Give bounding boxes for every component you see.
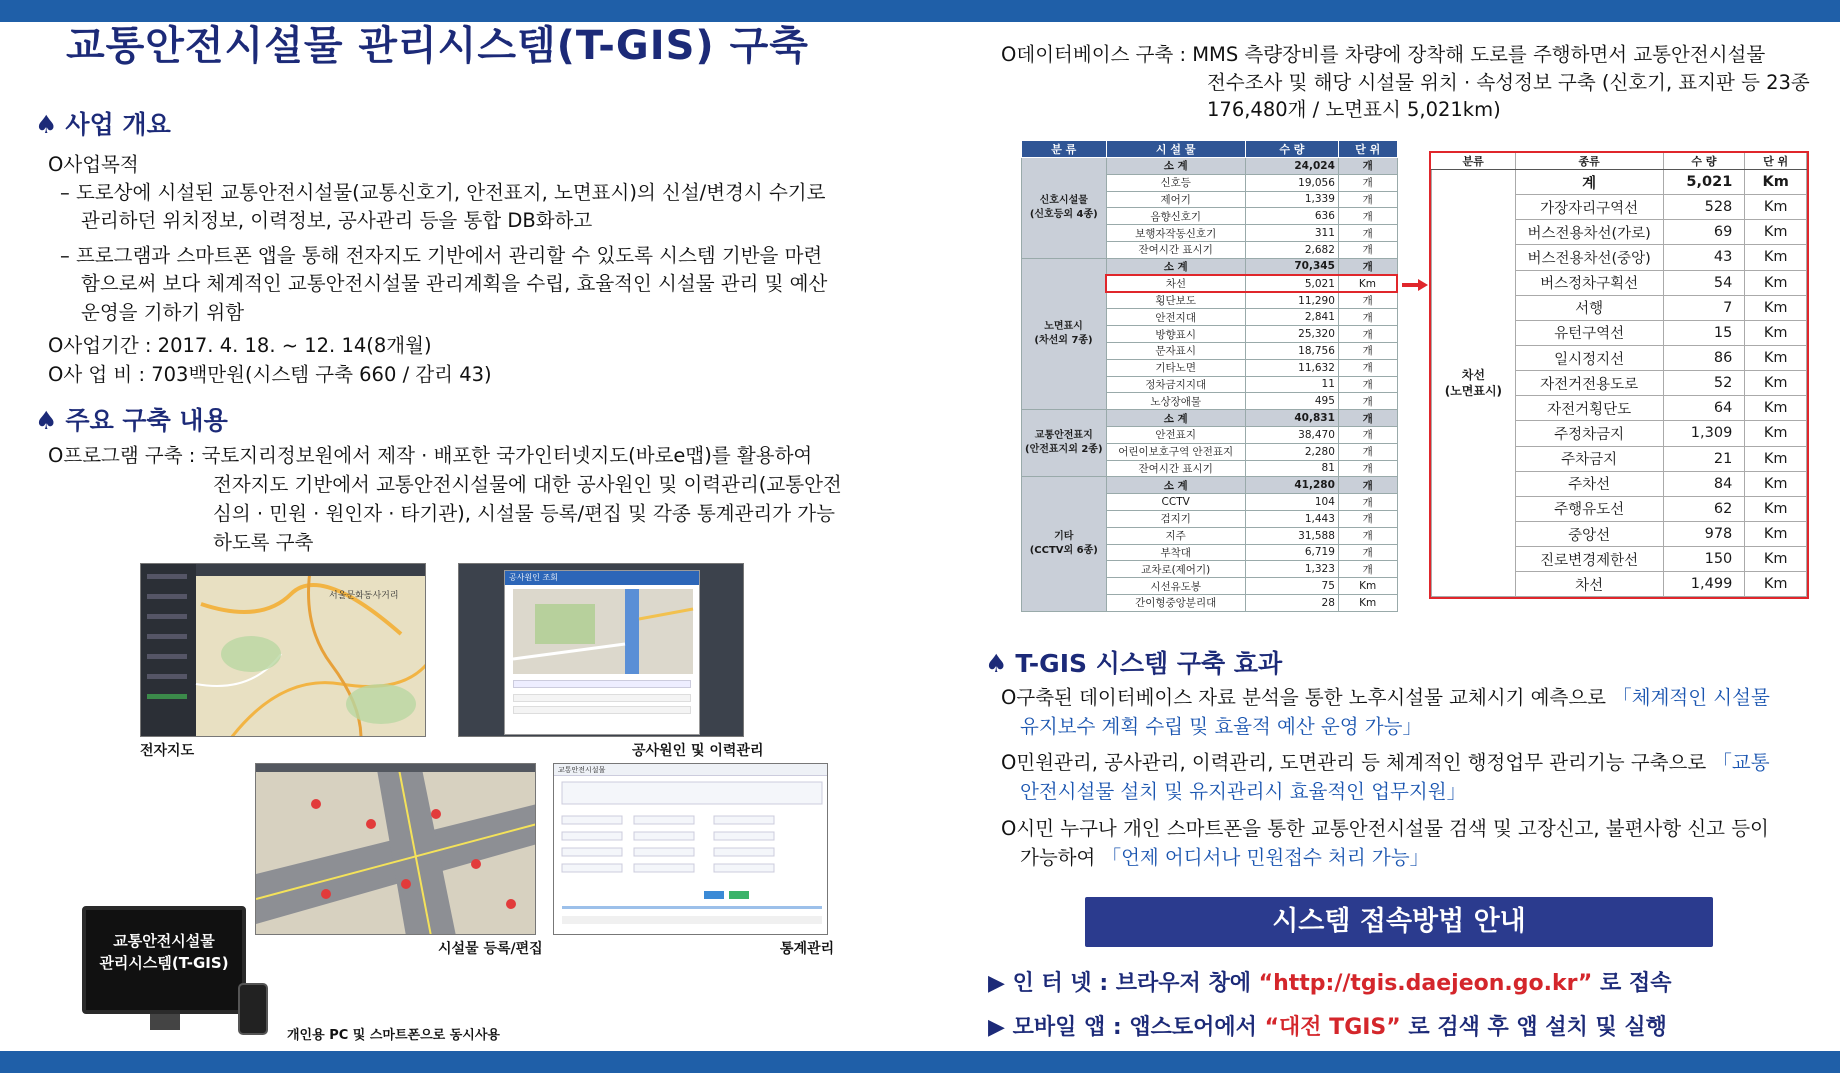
purpose-line: 함으로써 보다 체계적인 교통안전시설물 관리계획을 수립, 효율적인 시설물 관리 및 예산 (81, 272, 828, 295)
effect-line: O구축된 데이터베이스 자료 분석을 통한 노후시설물 교체시기 예측으로 「체계적인 시설물 (1001, 686, 1770, 709)
quantity-cell: 11 (1245, 376, 1338, 393)
item-cell: 버스정차구획선 (1515, 270, 1663, 295)
quantity-cell: 25,320 (1245, 326, 1338, 343)
category-cell: 기타 (CCTV외 6종) (1022, 477, 1107, 611)
item-cell: 계 (1515, 170, 1663, 195)
quantity-cell: 1,323 (1245, 561, 1338, 578)
item-cell: 부착대 (1106, 544, 1245, 561)
unit-cell: Km (1745, 547, 1807, 572)
effect-line: O시민 누구나 개인 스마트폰을 통한 교통안전시설물 검색 및 고장신고, 불편사항 신고 등이 (1001, 817, 1769, 840)
table-row (1432, 170, 1807, 195)
item-cell: 신호등 (1106, 174, 1245, 191)
unit-cell: 개 (1338, 158, 1397, 175)
map-screenshot (140, 563, 426, 737)
item-cell: 안전표지 (1106, 426, 1245, 443)
table-header: 시 설 물 (1106, 141, 1245, 158)
unit-cell: Km (1745, 345, 1807, 370)
stats-form (554, 776, 828, 935)
unit-cell: Km (1745, 572, 1807, 597)
unit-cell: Km (1745, 421, 1807, 446)
unit-cell: Km (1745, 295, 1807, 320)
unit-cell: 개 (1338, 410, 1397, 427)
table-header: 분류 (1432, 153, 1516, 170)
item-cell: 주차선 (1515, 471, 1663, 496)
quantity-cell: 495 (1245, 393, 1338, 410)
item-cell: 유턴구역선 (1515, 320, 1663, 345)
program-line: 심의 · 민원 · 원인자 · 타기관), 시설물 등록/편집 및 각종 통계관리가 가능 (213, 502, 835, 525)
quantity-cell: 84 (1663, 471, 1745, 496)
quantity-cell: 69 (1663, 220, 1745, 245)
item-cell: 가장자리구역선 (1515, 195, 1663, 220)
quantity-cell: 636 (1245, 208, 1338, 225)
quantity-cell: 21 (1663, 446, 1745, 471)
quantity-cell: 6,719 (1245, 544, 1338, 561)
triangle-bullet-icon: ▶ (988, 1015, 1005, 1040)
item-cell: 서행 (1515, 295, 1663, 320)
item-cell: 자전거전용도로 (1515, 371, 1663, 396)
quantity-cell: 62 (1663, 496, 1745, 521)
item-cell: 음향신호기 (1106, 208, 1245, 225)
monitor-stand (150, 1014, 180, 1030)
table-row (1022, 258, 1398, 275)
item-cell: 시선유도봉 (1106, 578, 1245, 595)
database-line: 176,480개 / 노면표시 5,021km) (1207, 98, 1501, 121)
unit-cell: Km (1745, 320, 1807, 345)
unit-cell: Km (1338, 578, 1397, 595)
unit-cell: 개 (1338, 174, 1397, 191)
caption-history: 공사원인 및 이력관리 (632, 743, 764, 759)
access-banner: 시스템 접속방법 안내 (1085, 897, 1713, 947)
web-url-link[interactable]: “http://tgis.daejeon.go.kr” (1258, 971, 1593, 996)
purpose-label: O사업목적 (48, 153, 139, 176)
access-web: ▶ 인 터 넷 : 브라우저 창에 “http://tgis.daejeon.go.kr” 로 접속 (988, 971, 1672, 996)
item-cell: 진로변경제한선 (1515, 547, 1663, 572)
subtotal-value: 70,345 (1245, 258, 1338, 275)
quantity-cell: 31,588 (1245, 527, 1338, 544)
program-line: O프로그램 구축 : 국토지리정보원에서 제작 · 배포한 국가인터넷지도(바로e맵)를 활용하여 (48, 444, 813, 467)
item-cell: 잔여시간 표시기 (1106, 241, 1245, 258)
subtotal-value: 40,831 (1245, 410, 1338, 427)
quantity-cell: 2,280 (1245, 443, 1338, 460)
unit-cell: 개 (1338, 208, 1397, 225)
spade-icon: ♠ (985, 649, 1008, 678)
access-app: ▶ 모바일 앱 : 앱스토어에서 “대전 TGIS” 로 검색 후 앱 설치 및 실행 (988, 1015, 1667, 1040)
monitor-graphic (82, 906, 246, 1014)
table-header: 종류 (1515, 153, 1663, 170)
page-title: 교통안전시설물 관리시스템(T-GIS) 구축 (66, 23, 809, 69)
quantity-cell: 5,021 (1663, 170, 1745, 195)
item-cell: 교차로(제어기) (1106, 561, 1245, 578)
quantity-cell: 38,470 (1245, 426, 1338, 443)
unit-cell: 개 (1338, 561, 1397, 578)
cost-line: O사 업 비 : 703백만원(시스템 구축 660 / 감리 43) (48, 363, 492, 386)
unit-cell: Km (1745, 396, 1807, 421)
dialog-map (505, 589, 701, 674)
item-cell: 문자표시 (1106, 342, 1245, 359)
table-header: 수 량 (1245, 141, 1338, 158)
item-cell: 지주 (1106, 527, 1245, 544)
unit-cell: 개 (1338, 477, 1397, 494)
intersection-image (256, 764, 536, 935)
lane-table (1431, 153, 1807, 597)
caption-stats: 통계관리 (780, 941, 835, 957)
section-effects: ♠ T-GIS 시스템 구축 효과 (985, 649, 1283, 678)
quantity-cell: 15 (1663, 320, 1745, 345)
period-line: O사업기간 : 2017. 4. 18. ~ 12. 14(8개월) (48, 334, 432, 357)
table-header: 수 량 (1663, 153, 1745, 170)
item-cell: 어린이보호구역 안전표지 (1106, 443, 1245, 460)
app-name: “대전 TGIS” (1264, 1015, 1401, 1040)
unit-cell: 개 (1338, 225, 1397, 242)
quantity-cell: 7 (1663, 295, 1745, 320)
unit-cell: Km (1338, 275, 1397, 292)
unit-cell: Km (1338, 594, 1397, 611)
item-cell: 차선 (1515, 572, 1663, 597)
section-heading: 주요 구축 내용 (65, 406, 228, 435)
table-header: 단 위 (1338, 141, 1397, 158)
subtotal-label: 소 계 (1106, 258, 1245, 275)
quantity-cell: 11,632 (1245, 359, 1338, 376)
quantity-cell: 150 (1663, 547, 1745, 572)
caption-map: 전자지도 (140, 743, 195, 759)
program-line: 하도록 구축 (213, 531, 314, 554)
effect-line: 유지보수 계획 수립 및 효율적 예산 운영 가능」 (1020, 715, 1422, 738)
dialog-title: 공사원인 조회 (505, 571, 699, 585)
item-cell: 간이형중앙분리대 (1106, 594, 1245, 611)
table-header: 단 위 (1745, 153, 1807, 170)
quantity-cell: 54 (1663, 270, 1745, 295)
item-cell: CCTV (1106, 494, 1245, 511)
item-cell: 잔여시간 표시기 (1106, 460, 1245, 477)
item-cell: 주차금지 (1515, 446, 1663, 471)
subtotal-value: 41,280 (1245, 477, 1338, 494)
table-row (1022, 410, 1398, 427)
caption-edit: 시설물 등록/편집 (438, 941, 543, 957)
item-cell: 버스전용차선(중앙) (1515, 245, 1663, 270)
unit-cell: Km (1745, 170, 1807, 195)
category-cell: 교통안전표지 (안전표지외 2종) (1022, 410, 1107, 477)
subtotal-label: 소 계 (1106, 477, 1245, 494)
section-overview (35, 105, 171, 141)
quantity-cell: 43 (1663, 245, 1745, 270)
unit-cell: 개 (1338, 460, 1397, 477)
phone-icon (238, 983, 268, 1035)
item-cell: 안전지대 (1106, 309, 1245, 326)
unit-cell: 개 (1338, 342, 1397, 359)
item-cell: 노상장애물 (1106, 393, 1245, 410)
facility-table (1021, 140, 1398, 612)
quantity-cell: 86 (1663, 345, 1745, 370)
quantity-cell: 18,756 (1245, 342, 1338, 359)
section-heading: 사업 개요 (65, 110, 171, 139)
quantity-cell: 75 (1245, 578, 1338, 595)
unit-cell: Km (1745, 496, 1807, 521)
database-line: O데이터베이스 구축 : MMS 측량장비를 차량에 장착해 도로를 주행하면서 교통안전시설물 (1001, 43, 1766, 66)
program-line: 전자지도 기반에서 교통안전시설물에 대한 공사원인 및 이력관리(교통안전 (213, 473, 842, 496)
quantity-cell: 81 (1245, 460, 1338, 477)
item-cell: 버스전용차선(가로) (1515, 220, 1663, 245)
unit-cell: 개 (1338, 191, 1397, 208)
edit-screenshot (255, 763, 536, 935)
unit-cell: 개 (1338, 359, 1397, 376)
quantity-cell: 528 (1663, 195, 1745, 220)
database-line: 전수조사 및 해당 시설물 위치 · 속성정보 구축 (신호기, 표지판 등 23종 (1207, 71, 1810, 94)
spade-icon: ♠ (35, 406, 58, 435)
unit-cell: 개 (1338, 241, 1397, 258)
unit-cell: Km (1745, 446, 1807, 471)
item-cell: 차선 (1106, 275, 1245, 292)
quantity-cell: 19,056 (1245, 174, 1338, 191)
quantity-cell: 64 (1663, 396, 1745, 421)
history-screenshot (458, 563, 744, 737)
dialog-window (504, 570, 700, 735)
item-cell: 횡단보도 (1106, 292, 1245, 309)
item-cell: 보행자작동신호기 (1106, 225, 1245, 242)
unit-cell: 개 (1338, 544, 1397, 561)
item-cell: 검지기 (1106, 510, 1245, 527)
unit-cell: Km (1745, 521, 1807, 546)
unit-cell: Km (1745, 195, 1807, 220)
arrow-right-icon (1402, 279, 1428, 291)
unit-cell: 개 (1338, 258, 1397, 275)
unit-cell: Km (1745, 371, 1807, 396)
stats-title: 교통안전시설물 (554, 764, 827, 776)
category-cell: 신호시설물 (신호등외 4종) (1022, 158, 1107, 259)
quantity-cell: 2,682 (1245, 241, 1338, 258)
unit-cell: Km (1745, 220, 1807, 245)
quantity-cell: 28 (1245, 594, 1338, 611)
item-cell: 주정차금지 (1515, 421, 1663, 446)
unit-cell: 개 (1338, 292, 1397, 309)
section-main (35, 401, 228, 437)
effect-line: 가능하여 「언제 어디서나 민원접수 처리 가능」 (1020, 846, 1430, 869)
spade-icon: ♠ (35, 110, 58, 139)
quantity-cell: 5,021 (1245, 275, 1338, 292)
effect-line: O민원관리, 공사관리, 이력관리, 도면관리 등 체계적인 행정업무 관리기능 구축으로 「교통 (1001, 751, 1770, 774)
unit-cell: Km (1745, 471, 1807, 496)
lane-table-box (1429, 151, 1809, 599)
quantity-cell: 104 (1245, 494, 1338, 511)
unit-cell: 개 (1338, 527, 1397, 544)
purpose-line: – 도로상에 시설된 교통안전시설물(교통신호기, 안전표지, 노면표시)의 신설/변경시 수기로 (60, 181, 826, 204)
triangle-bullet-icon: ▶ (988, 971, 1005, 996)
purpose-line: – 프로그램과 스마트폰 앱을 통해 전자지도 기반에서 관리할 수 있도록 시스템 기반을 마련 (60, 244, 823, 267)
monitor-label: 교통안전시설물 관리시스템(T-GIS) (99, 932, 229, 972)
subtotal-value: 24,024 (1245, 158, 1338, 175)
unit-cell: 개 (1338, 426, 1397, 443)
subtotal-label: 소 계 (1106, 410, 1245, 427)
purpose-line: 관리하던 위치정보, 이력정보, 공사관리 등을 통합 DB화하고 (81, 209, 593, 232)
category-cell: 차선 (노면표시) (1432, 170, 1516, 597)
unit-cell: 개 (1338, 326, 1397, 343)
quantity-cell: 1,499 (1663, 572, 1745, 597)
quantity-cell: 11,290 (1245, 292, 1338, 309)
stats-screenshot (553, 763, 828, 935)
unit-cell: 개 (1338, 494, 1397, 511)
item-cell: 주행유도선 (1515, 496, 1663, 521)
quantity-cell: 1,443 (1245, 510, 1338, 527)
circle-bullet-icon: O (48, 153, 64, 176)
device-caption: 개인용 PC 및 스마트폰으로 동시사용 (287, 1028, 500, 1043)
unit-cell: 개 (1338, 510, 1397, 527)
unit-cell: Km (1745, 270, 1807, 295)
category-cell: 노면표시 (차선외 7종) (1022, 258, 1107, 409)
unit-cell: 개 (1338, 376, 1397, 393)
unit-cell: 개 (1338, 443, 1397, 460)
item-cell: 중앙선 (1515, 521, 1663, 546)
quantity-cell: 311 (1245, 225, 1338, 242)
quantity-cell: 1,309 (1663, 421, 1745, 446)
item-cell: 방향표시 (1106, 326, 1245, 343)
effect-line: 안전시설물 설치 및 유지관리시 효율적인 업무지원」 (1020, 780, 1467, 803)
item-cell: 제어기 (1106, 191, 1245, 208)
bottom-band (0, 1051, 1840, 1073)
quantity-cell: 978 (1663, 521, 1745, 546)
table-header: 분 류 (1022, 141, 1107, 158)
map-label: 서울문화동사거리 (329, 591, 399, 601)
subtotal-label: 소 계 (1106, 158, 1245, 175)
quantity-cell: 1,339 (1245, 191, 1338, 208)
item-cell: 자전거횡단도 (1515, 396, 1663, 421)
quantity-cell: 52 (1663, 371, 1745, 396)
item-cell: 정차금지지대 (1106, 376, 1245, 393)
unit-cell: 개 (1338, 309, 1397, 326)
table-row (1022, 477, 1398, 494)
purpose-line: 운영을 기하기 위함 (81, 301, 245, 324)
unit-cell: Km (1745, 245, 1807, 270)
item-cell: 일시정지선 (1515, 345, 1663, 370)
quantity-cell: 2,841 (1245, 309, 1338, 326)
unit-cell: 개 (1338, 393, 1397, 410)
table-row (1022, 158, 1398, 175)
item-cell: 기타노면 (1106, 359, 1245, 376)
